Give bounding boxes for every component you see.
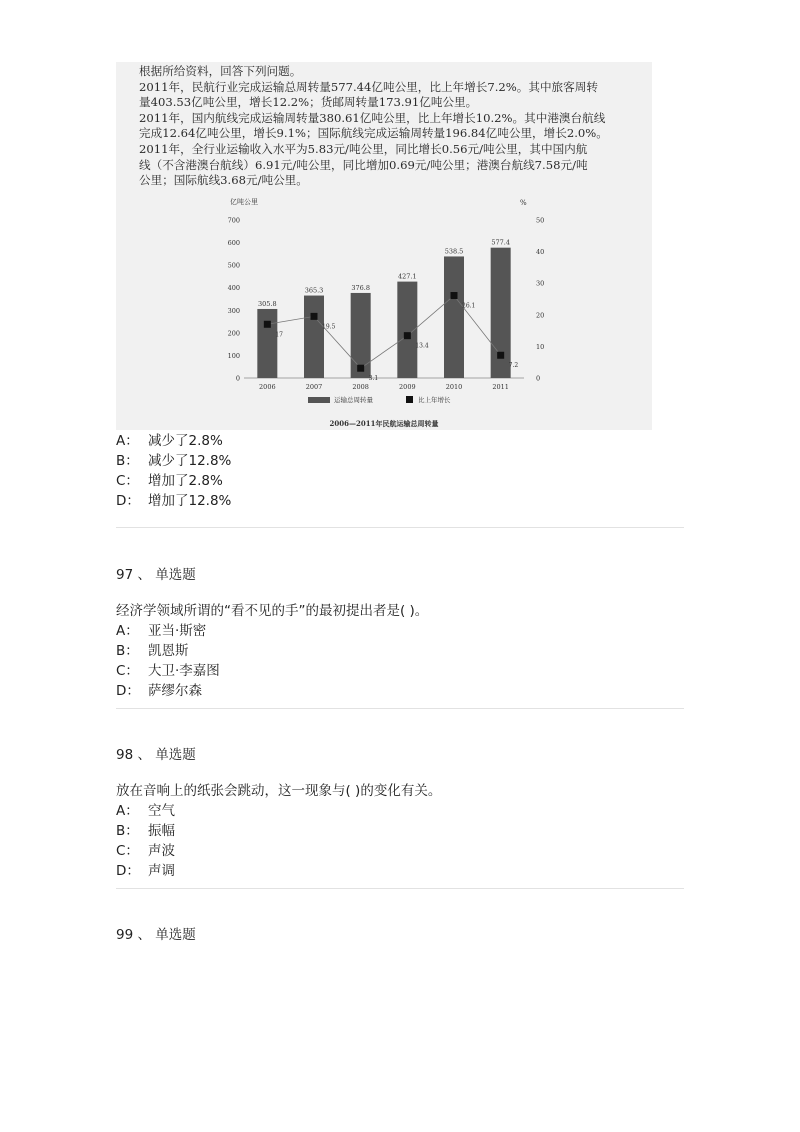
passage-line: 根据所给资料，回答下列问题。 [139,64,302,78]
option-text: 萨缪尔森 [148,683,202,699]
option-key: A： [116,803,139,819]
q96-options [116,431,231,511]
left-tick-label: 700 [227,216,240,225]
option-text: 声波 [148,843,175,859]
passage-line: 完成12.64亿吨公里，增长9.1%；国际航线完成运输周转量196.84亿吨公里，增长2.0%。 [139,126,608,141]
bar-value-label: 376.8 [351,283,370,292]
option-d[interactable] [116,861,441,881]
growth-point [451,292,458,299]
left-tick-label: 600 [227,239,240,248]
x-tick-label: 2009 [399,383,416,391]
option-key: C： [116,843,139,859]
option-key: A： [116,433,139,449]
option-text: 增加了12.8% [148,493,232,509]
right-tick-label: 40 [536,248,545,257]
question-divider [116,888,684,889]
question-97 [116,565,428,701]
option-key: B： [116,643,139,659]
right-tick-label: 20 [536,311,545,320]
option-a[interactable] [116,621,428,641]
legend-bar-swatch [308,397,330,403]
option-key: B： [116,453,139,469]
right-tick-label: 30 [536,279,545,288]
passage-line: 线（不含港澳台航线）6.91元/吨公里，同比增加0.69元/吨公里；港澳台航线7.58元/吨 [139,157,588,172]
option-a[interactable] [116,801,441,821]
chart-left-axis-label: 亿吨公里 [230,198,258,206]
passage-line: 2011年，全行业运输收入水平为5.83元/吨公里，同比增长0.56元/吨公里，其中国内航 [139,141,588,156]
option-key: C： [116,473,139,489]
option-c[interactable] [116,471,231,491]
growth-value-label: 17 [275,331,283,339]
option-text: 大卫·李嘉图 [148,663,220,679]
growth-value-label: 26.1 [462,302,476,310]
bar-value-label: 305.8 [258,299,277,308]
option-text: 空气 [148,803,175,819]
question-98 [116,745,441,881]
legend-line-label: 比上年增长 [418,396,451,404]
passage-line: 2011年，国内航线完成运输周转量380.61亿吨公里，比上年增长10.2%。其中港澳台航线 [139,110,606,125]
option-key: D： [116,863,140,879]
question-header: 98 、 单选题 [116,747,196,763]
passage-line: 量403.53亿吨公里，增长12.2%；货邮周转量173.91亿吨公里。 [139,95,478,110]
bar-value-label: 538.5 [444,247,464,256]
legend-bar-label: 运输总周转量 [334,396,373,404]
chart-legend [308,395,451,404]
bar-value-label: 577.4 [491,238,510,247]
growth-point [264,321,271,328]
bar [304,296,324,378]
x-tick-label: 2010 [445,383,463,391]
passage-line: 2011年，民航行业完成运输总周转量577.44亿吨公里，比上年增长7.2%。其中旅客周转 [139,79,598,94]
chart-growth-line [264,292,519,382]
option-text: 振幅 [148,823,175,839]
option-key: C： [116,663,139,679]
option-c[interactable] [116,661,428,681]
passage-line: 公里；国际航线3.68元/吨公里。 [139,173,308,188]
bar [444,256,464,378]
option-d[interactable] [116,491,231,511]
bar-value-label: 365.3 [304,286,324,295]
option-b[interactable] [116,451,231,471]
option-text: 亚当·斯密 [148,623,207,639]
option-c[interactable] [116,841,441,861]
option-key: A： [116,623,139,639]
x-tick-label: 2006 [259,383,276,391]
right-tick-label: 0 [536,374,541,383]
left-tick-label: 100 [227,351,240,360]
option-d[interactable] [116,681,428,701]
bar-value-label: 427.1 [398,272,417,281]
left-tick-label: 500 [227,261,240,270]
growth-point [404,332,411,339]
aviation-turnover-chart [116,196,652,430]
option-b[interactable] [116,641,428,661]
question-divider [116,527,684,528]
option-a[interactable] [116,431,231,451]
left-tick-label: 400 [227,284,240,293]
question-divider [116,708,684,709]
option-b[interactable] [116,821,441,841]
option-text: 声调 [148,863,175,879]
option-text: 减少了2.8% [148,433,223,449]
growth-value-label: 3.1 [368,375,379,383]
question-header: 99 、 单选题 [116,927,196,943]
left-tick-label: 200 [227,329,240,338]
growth-value-label: 7.2 [508,362,519,370]
legend-line-swatch [406,396,413,403]
x-tick-label: 2011 [492,383,509,391]
material-passage [139,64,647,189]
question-99 [116,925,196,961]
chart-right-axis-label: % [520,199,527,207]
option-text: 减少了12.8% [148,453,232,469]
x-tick-label: 2007 [305,383,323,391]
x-tick-label: 2008 [352,383,369,391]
option-key: D： [116,683,140,699]
left-tick-label: 0 [235,374,240,383]
growth-value-label: 13.4 [415,342,429,350]
chart-title: 2006—2011年民航运输总周转量 [329,419,439,428]
question-header: 97 、 单选题 [116,567,196,583]
growth-value-label: 19.5 [322,323,336,331]
option-text: 增加了2.8% [148,473,223,489]
growth-point [357,365,364,372]
growth-point [497,352,504,359]
option-key: D： [116,493,140,509]
left-tick-label: 300 [227,306,240,315]
option-key: B： [116,823,139,839]
question-material-image [116,62,652,430]
growth-point [311,313,318,320]
right-tick-label: 10 [536,342,545,351]
right-tick-label: 50 [536,216,545,225]
question-stem: 经济学领域所谓的“看不见的手”的最初提出者是( )。 [116,603,429,619]
question-stem: 放在音响上的纸张会跳动，这一现象与( )的变化有关。 [116,783,442,799]
option-text: 凯恩斯 [148,643,189,659]
bar [257,309,277,378]
